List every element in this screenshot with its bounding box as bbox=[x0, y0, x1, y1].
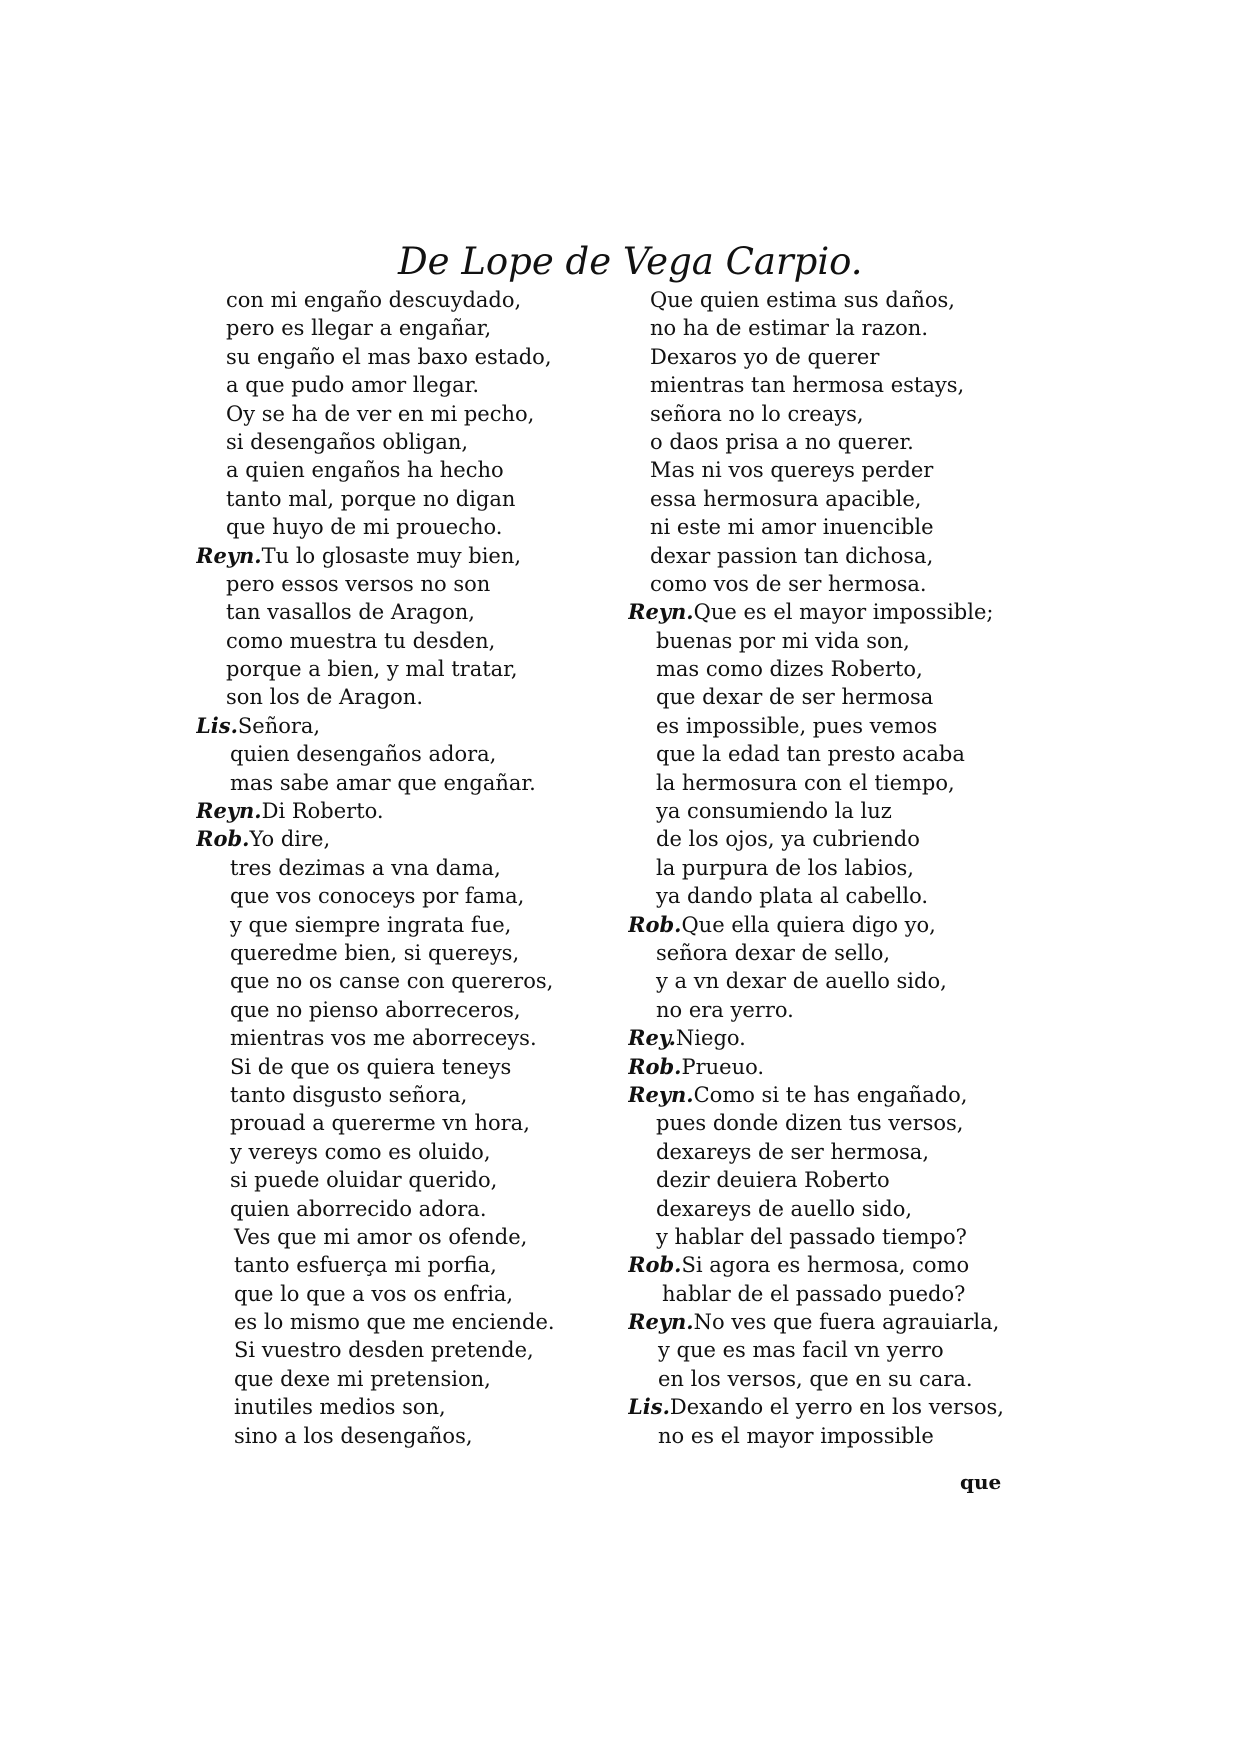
verse-text: dexareys de ser hermosa, bbox=[656, 1139, 929, 1164]
verse-text: que la edad tan presto acaba bbox=[656, 742, 965, 767]
verse-line bbox=[196, 371, 626, 399]
verse-line bbox=[196, 1365, 626, 1393]
verse-line bbox=[196, 1422, 626, 1450]
verse-line bbox=[196, 769, 626, 797]
verse-text: y que siempre ingrata fue, bbox=[230, 912, 512, 937]
verse-line bbox=[628, 740, 1058, 768]
verse-text: y que es mas facil vn yerro bbox=[658, 1338, 944, 1363]
verse-line bbox=[628, 1365, 1058, 1393]
verse-text: Que quien estima sus daños, bbox=[650, 288, 955, 312]
speaker-label: Reyn. bbox=[628, 1081, 694, 1107]
verse-text: como muestra tu desden, bbox=[226, 628, 496, 653]
verse-text: no es el mayor impossible bbox=[658, 1423, 934, 1448]
verse-line bbox=[196, 1053, 626, 1081]
verse-text: dexar passion tan dichosa, bbox=[650, 543, 934, 568]
verse-line bbox=[196, 939, 626, 967]
verse-line bbox=[628, 882, 1058, 910]
verse-text: de los ojos, ya cubriendo bbox=[656, 827, 920, 852]
verse-line bbox=[196, 627, 626, 655]
verse-text: y a vn dexar de auello sido, bbox=[656, 969, 947, 994]
verse-line bbox=[196, 1166, 626, 1194]
speaker-label: Reyn. bbox=[196, 798, 262, 824]
verse-text: tanto esfuerça mi porfia, bbox=[234, 1253, 497, 1278]
verse-text: Niego. bbox=[675, 1026, 746, 1051]
verse-text: Ves que mi amor os ofende, bbox=[234, 1224, 528, 1249]
verse-text: porque a bien, y mal tratar, bbox=[226, 657, 518, 682]
verse-text: a quien engaños ha hecho bbox=[226, 458, 504, 483]
left-column bbox=[196, 286, 626, 1450]
verse-text: la purpura de los labios, bbox=[656, 855, 914, 880]
verse-text: y vereys como es oluido, bbox=[230, 1139, 491, 1164]
verse-text: buenas por mi vida son, bbox=[656, 628, 910, 653]
verse-line bbox=[628, 570, 1058, 598]
verse-line bbox=[196, 428, 626, 456]
verse-text: Tu lo glosaste muy bien, bbox=[261, 543, 522, 568]
verse-line bbox=[628, 428, 1058, 456]
verse-line bbox=[196, 598, 626, 626]
verse-text: Mas ni vos quereys perder bbox=[650, 458, 934, 483]
verse-line bbox=[628, 627, 1058, 655]
verse-text: es impossible, pues vemos bbox=[656, 713, 938, 738]
verse-line bbox=[196, 542, 626, 570]
verse-text: quien desengaños adora, bbox=[230, 742, 497, 767]
verse-line bbox=[628, 797, 1058, 825]
verse-text: no era yerro. bbox=[656, 997, 794, 1022]
speaker-label: Reyn. bbox=[628, 599, 694, 625]
verse-line bbox=[628, 1280, 1058, 1308]
verse-text: quien aborrecido adora. bbox=[230, 1196, 487, 1221]
speaker-label: Rob. bbox=[628, 1053, 682, 1079]
speaker-label: Rob. bbox=[628, 911, 682, 937]
verse-text: Como si te has engañado, bbox=[693, 1082, 968, 1107]
verse-line bbox=[628, 996, 1058, 1024]
verse-text: si desengaños obligan, bbox=[226, 429, 469, 454]
verse-text: mas sabe amar que engañar. bbox=[230, 770, 536, 795]
verse-text: dexareys de auello sido, bbox=[656, 1196, 913, 1221]
verse-line bbox=[628, 513, 1058, 541]
verse-text: señora dexar de sello, bbox=[656, 940, 891, 965]
verse-line bbox=[628, 825, 1058, 853]
verse-text: que huyo de mi prouecho. bbox=[226, 515, 503, 540]
verse-text: Si vuestro desden pretende, bbox=[234, 1338, 534, 1363]
verse-text: mientras tan hermosa estays, bbox=[650, 373, 965, 398]
verse-line bbox=[628, 854, 1058, 882]
verse-line bbox=[628, 712, 1058, 740]
verse-text: essa hermosura apacible, bbox=[650, 486, 922, 511]
verse-text: su engaño el mas baxo estado, bbox=[226, 344, 552, 369]
verse-line bbox=[628, 1422, 1058, 1450]
verse-text: tanto disgusto señora, bbox=[230, 1082, 468, 1107]
verse-text: mientras vos me aborreceys. bbox=[230, 1026, 537, 1051]
verse-line bbox=[196, 854, 626, 882]
verse-line bbox=[196, 1336, 626, 1364]
verse-text: ni este mi amor inuencible bbox=[650, 515, 934, 540]
verse-line bbox=[628, 1109, 1058, 1137]
verse-line bbox=[628, 286, 1058, 314]
catchword: que bbox=[960, 1470, 1002, 1494]
right-column bbox=[628, 286, 1058, 1450]
verse-line bbox=[628, 1166, 1058, 1194]
verse-line bbox=[196, 1081, 626, 1109]
verse-text: inutiles medios son, bbox=[234, 1395, 446, 1420]
verse-text: tanto mal, porque no digan bbox=[226, 486, 516, 511]
verse-text: que dexe mi pretension, bbox=[234, 1366, 491, 1391]
verse-line bbox=[628, 1251, 1058, 1279]
speaker-label: Rob. bbox=[628, 1252, 682, 1278]
verse-line bbox=[628, 1223, 1058, 1251]
verse-line bbox=[196, 882, 626, 910]
verse-line bbox=[628, 769, 1058, 797]
verse-line bbox=[196, 485, 626, 513]
verse-text: y hablar del passado tiempo? bbox=[656, 1224, 967, 1249]
verse-line bbox=[196, 967, 626, 995]
verse-line bbox=[196, 996, 626, 1024]
verse-line bbox=[628, 1336, 1058, 1364]
verse-text: son los de Aragon. bbox=[226, 685, 423, 710]
verse-text: Yo dire, bbox=[249, 827, 331, 852]
verse-line bbox=[196, 1308, 626, 1336]
verse-text: a que pudo amor llegar. bbox=[226, 373, 480, 398]
verse-line bbox=[196, 1393, 626, 1421]
running-head: De Lope de Vega Carpio. bbox=[398, 240, 863, 283]
verse-line bbox=[196, 1223, 626, 1251]
verse-text: Dexando el yerro en los versos, bbox=[669, 1395, 1004, 1420]
verse-text: mas como dizes Roberto, bbox=[656, 657, 923, 682]
verse-text: dezir deuiera Roberto bbox=[656, 1168, 890, 1193]
verse-line bbox=[196, 1024, 626, 1052]
verse-text: o daos prisa a no querer. bbox=[650, 429, 914, 454]
verse-line bbox=[628, 1195, 1058, 1223]
verse-text: que vos conoceys por fama, bbox=[230, 884, 525, 909]
verse-text: con mi engaño descuydado, bbox=[226, 288, 522, 312]
verse-line bbox=[628, 456, 1058, 484]
verse-line bbox=[196, 1138, 626, 1166]
verse-line bbox=[628, 1053, 1058, 1081]
verse-line bbox=[628, 1024, 1058, 1052]
verse-text: que dexar de ser hermosa bbox=[656, 685, 934, 710]
verse-text: Señora, bbox=[237, 713, 321, 738]
verse-text: pero es llegar a engañar, bbox=[226, 316, 492, 341]
verse-text: queredme bien, si quereys, bbox=[230, 940, 520, 965]
verse-line bbox=[628, 1308, 1058, 1336]
verse-line bbox=[196, 1280, 626, 1308]
verse-text: que no os canse con quereros, bbox=[230, 969, 554, 994]
verse-line bbox=[628, 1138, 1058, 1166]
verse-line bbox=[628, 314, 1058, 342]
verse-text: sino a los desengaños, bbox=[234, 1423, 473, 1448]
verse-text: No ves que fuera agrauiarla, bbox=[693, 1310, 1000, 1335]
verse-line bbox=[196, 513, 626, 541]
speaker-label: Rey. bbox=[628, 1025, 676, 1051]
verse-line bbox=[196, 1195, 626, 1223]
verse-text: hablar de el passado puedo? bbox=[662, 1281, 966, 1306]
verse-line bbox=[196, 286, 626, 314]
verse-line bbox=[196, 911, 626, 939]
verse-line bbox=[628, 967, 1058, 995]
verse-text: Que ella quiera digo yo, bbox=[681, 912, 936, 937]
verse-line bbox=[196, 655, 626, 683]
verse-line bbox=[628, 598, 1058, 626]
verse-line bbox=[196, 825, 626, 853]
verse-text: prouad a quererme vn hora, bbox=[230, 1111, 530, 1136]
verse-text: Prueuo. bbox=[681, 1054, 765, 1079]
verse-text: ya dando plata al cabello. bbox=[656, 884, 929, 909]
verse-line bbox=[628, 371, 1058, 399]
verse-text: que lo que a vos os enfria, bbox=[234, 1281, 514, 1306]
speaker-label: Lis. bbox=[628, 1394, 670, 1420]
speaker-label: Lis. bbox=[196, 712, 238, 738]
verse-text: en los versos, que en su cara. bbox=[658, 1366, 973, 1391]
verse-text: Di Roberto. bbox=[261, 799, 384, 824]
verse-line bbox=[628, 343, 1058, 371]
verse-text: Si agora es hermosa, como bbox=[681, 1253, 970, 1278]
speaker-label: Reyn. bbox=[196, 542, 262, 568]
verse-text: señora no lo creays, bbox=[650, 401, 864, 426]
verse-text: que no pienso aborreceros, bbox=[230, 997, 521, 1022]
verse-line bbox=[196, 1251, 626, 1279]
verse-text: no ha de estimar la razon. bbox=[650, 316, 928, 341]
verse-line bbox=[628, 683, 1058, 711]
verse-line bbox=[196, 740, 626, 768]
speaker-label: Reyn. bbox=[628, 1309, 694, 1335]
verse-line bbox=[628, 1081, 1058, 1109]
verse-line bbox=[628, 939, 1058, 967]
speaker-label: Rob. bbox=[196, 826, 250, 852]
verse-text: tan vasallos de Aragon, bbox=[226, 600, 475, 625]
verse-text: Si de que os quiera teneys bbox=[230, 1054, 512, 1079]
verse-line bbox=[628, 911, 1058, 939]
verse-line bbox=[628, 400, 1058, 428]
verse-text: la hermosura con el tiempo, bbox=[656, 770, 955, 795]
verse-text: Oy se ha de ver en mi pecho, bbox=[226, 401, 535, 426]
verse-text: Que es el mayor impossible; bbox=[693, 600, 994, 625]
verse-line bbox=[196, 712, 626, 740]
verse-line bbox=[628, 1393, 1058, 1421]
verse-text: como vos de ser hermosa. bbox=[650, 571, 927, 596]
verse-line bbox=[628, 655, 1058, 683]
verse-line bbox=[628, 542, 1058, 570]
verse-line bbox=[196, 400, 626, 428]
verse-line bbox=[196, 456, 626, 484]
verse-line bbox=[196, 570, 626, 598]
verse-line bbox=[196, 343, 626, 371]
verse-text: si puede oluidar querido, bbox=[230, 1168, 498, 1193]
verse-text: es lo mismo que me enciende. bbox=[234, 1310, 555, 1335]
verse-line bbox=[196, 683, 626, 711]
verse-text: Dexaros yo de querer bbox=[650, 344, 880, 369]
verse-line bbox=[196, 797, 626, 825]
verse-line bbox=[196, 314, 626, 342]
verse-line bbox=[628, 485, 1058, 513]
verse-text: pues donde dizen tus versos, bbox=[656, 1111, 964, 1136]
verse-text: pero essos versos no son bbox=[226, 571, 491, 596]
verse-text: tres dezimas a vna dama, bbox=[230, 855, 501, 880]
verse-text: ya consumiendo la luz bbox=[656, 799, 892, 824]
verse-line bbox=[196, 1109, 626, 1137]
